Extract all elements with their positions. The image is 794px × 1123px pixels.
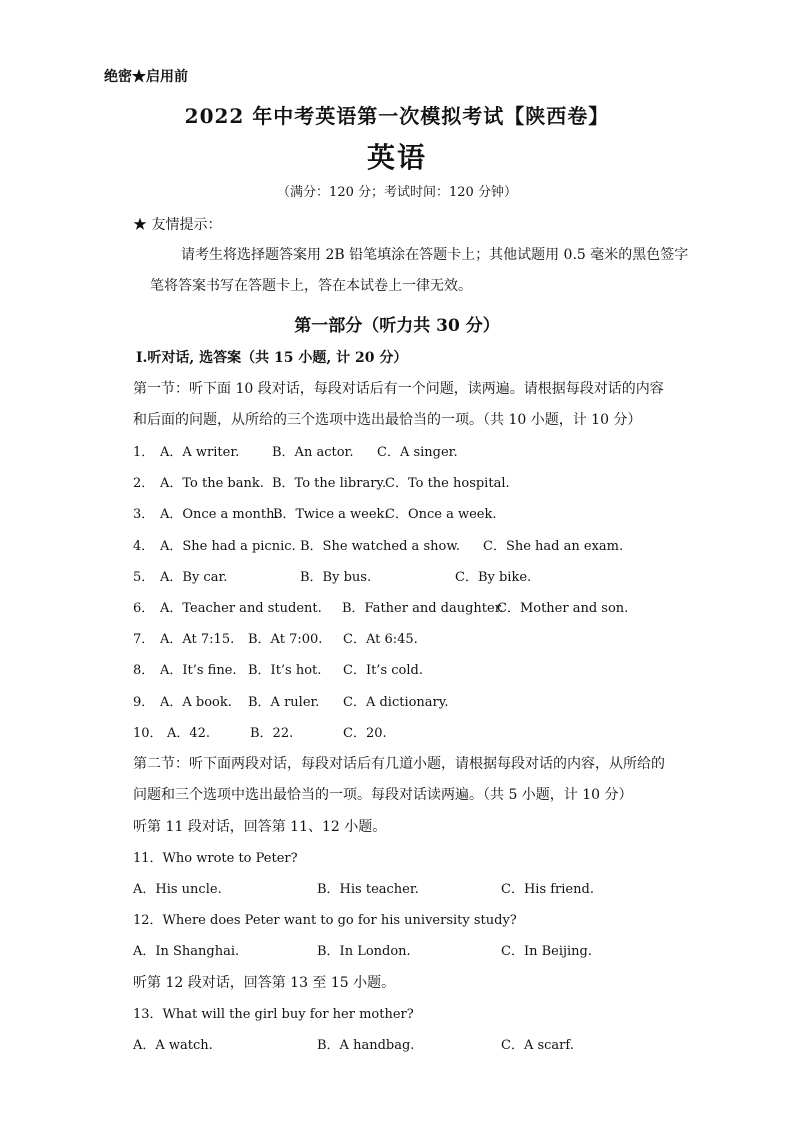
option-a: A．In Shanghai.	[133, 944, 240, 959]
option-b: B．Twice a week.	[273, 507, 389, 522]
option-a: A．42.	[167, 726, 211, 741]
option-c: C．To the hospital.	[385, 476, 510, 491]
option-b: B．22.	[250, 726, 294, 741]
question-row	[0, 441, 794, 461]
option-a: A．Teacher and student.	[160, 601, 322, 616]
question-row	[0, 659, 794, 679]
option-c: C．Once a week.	[385, 507, 497, 522]
option-b: B．It’s hot.	[248, 663, 322, 678]
tips-line-1: 请考生将选择题答案用 2B 铅笔填涂在答题卡上；其他试题用 0.5 毫米的黑色签字	[181, 247, 689, 263]
option-b: B．She watched a show.	[300, 539, 461, 554]
question-row	[0, 503, 794, 523]
question-13-stem: 13．What will the girl buy for her mother?	[133, 1007, 414, 1022]
section-two-intro-2: 问题和三个选项中选出最恰当的一项。每段对话读两遍。（共 5 小题，计 10 分）	[133, 787, 633, 803]
dialog-12-label: 听第 12 段对话，回答第 13 至 15 小题。	[133, 975, 396, 991]
question-11-options	[0, 878, 794, 898]
option-c: C．At 6:45.	[343, 632, 418, 647]
question-row	[0, 628, 794, 648]
dialog-11-label: 听第 11 段对话，回答第 11、12 小题。	[133, 819, 387, 835]
confidential-label: 绝密★启用前	[104, 69, 188, 85]
question-13-options	[0, 1034, 794, 1054]
question-row	[0, 691, 794, 711]
option-c: C．A dictionary.	[343, 695, 449, 710]
option-b: B．At 7:00.	[248, 632, 323, 647]
part-one-title: 第一部分（听力共 30 分）	[294, 316, 500, 336]
question-number: 5．	[133, 570, 155, 585]
question-row	[0, 535, 794, 555]
question-row	[0, 566, 794, 586]
question-row	[0, 722, 794, 742]
question-12-stem: 12．Where does Peter want to go for his university study?	[133, 913, 517, 928]
question-number: 2．	[133, 476, 155, 491]
section-one-intro-2: 和后面的问题，从所给的三个选项中选出最恰当的一项。（共 10 小题，计 10 分）	[133, 412, 642, 428]
option-b: B．Father and daughter.	[342, 601, 504, 616]
subject-title: 英语	[366, 141, 427, 174]
question-row	[0, 597, 794, 617]
option-b: B．By bus.	[300, 570, 372, 585]
option-a: A．A book.	[160, 695, 232, 710]
option-b: B．An actor.	[272, 445, 354, 460]
question-number: 9．	[133, 695, 155, 710]
option-c: C．20.	[343, 726, 387, 741]
exam-title: 2022 年中考英语第一次模拟考试【陕西卷】	[184, 104, 610, 128]
option-c: C．She had an exam.	[483, 539, 624, 554]
question-number: 7．	[133, 632, 155, 647]
option-a: A．His uncle.	[133, 882, 222, 897]
option-a: A．She had a picnic.	[160, 539, 296, 554]
option-b: B．A ruler.	[248, 695, 320, 710]
option-b: B．To the library.	[272, 476, 387, 491]
question-number: 4．	[133, 539, 155, 554]
option-b: B．His teacher.	[317, 882, 419, 897]
option-c: C．His friend.	[501, 882, 594, 897]
option-b: B．A handbag.	[317, 1038, 415, 1053]
option-c: C．In Beijing.	[501, 944, 593, 959]
question-number: 6．	[133, 601, 155, 616]
question-11-stem: 11．Who wrote to Peter?	[133, 851, 298, 866]
section-one-title: Ⅰ.听对话, 选答案（共 15 小题, 计 20 分）	[136, 350, 408, 366]
option-a: A．By car.	[160, 570, 228, 585]
option-b: B．In London.	[317, 944, 411, 959]
option-c: C．It’s cold.	[343, 663, 423, 678]
option-a: A．A writer.	[160, 445, 240, 460]
option-a: A．It’s fine.	[160, 663, 237, 678]
option-a: A．A watch.	[133, 1038, 213, 1053]
option-c: C．A scarf.	[501, 1038, 574, 1053]
option-a: A．Once a month.	[160, 507, 279, 522]
section-two-intro-1: 第二节：听下面两段对话，每段对话后有几道小题，请根据每段对话的内容，从所给的	[133, 756, 665, 772]
question-number: 10．	[133, 726, 163, 741]
option-c: C．A singer.	[377, 445, 458, 460]
question-number: 1．	[133, 445, 155, 460]
option-c: C．Mother and son.	[497, 601, 629, 616]
question-number: 8．	[133, 663, 155, 678]
tips-heading: ★ 友情提示：	[133, 217, 222, 233]
exam-meta: （满分：120 分；考试时间：120 分钟）	[277, 185, 517, 200]
question-12-options	[0, 940, 794, 960]
option-c: C．By bike.	[455, 570, 532, 585]
question-number: 3．	[133, 507, 155, 522]
question-row	[0, 472, 794, 492]
tips-line-2: 笔将答案书写在答题卡上，答在本试卷上一律无效。	[150, 278, 472, 294]
option-a: A．At 7:15.	[160, 632, 235, 647]
option-a: A．To the bank.	[160, 476, 264, 491]
section-one-intro-1: 第一节：听下面 10 段对话，每段对话后有一个问题，读两遍。请根据每段对话的内容	[133, 381, 664, 397]
